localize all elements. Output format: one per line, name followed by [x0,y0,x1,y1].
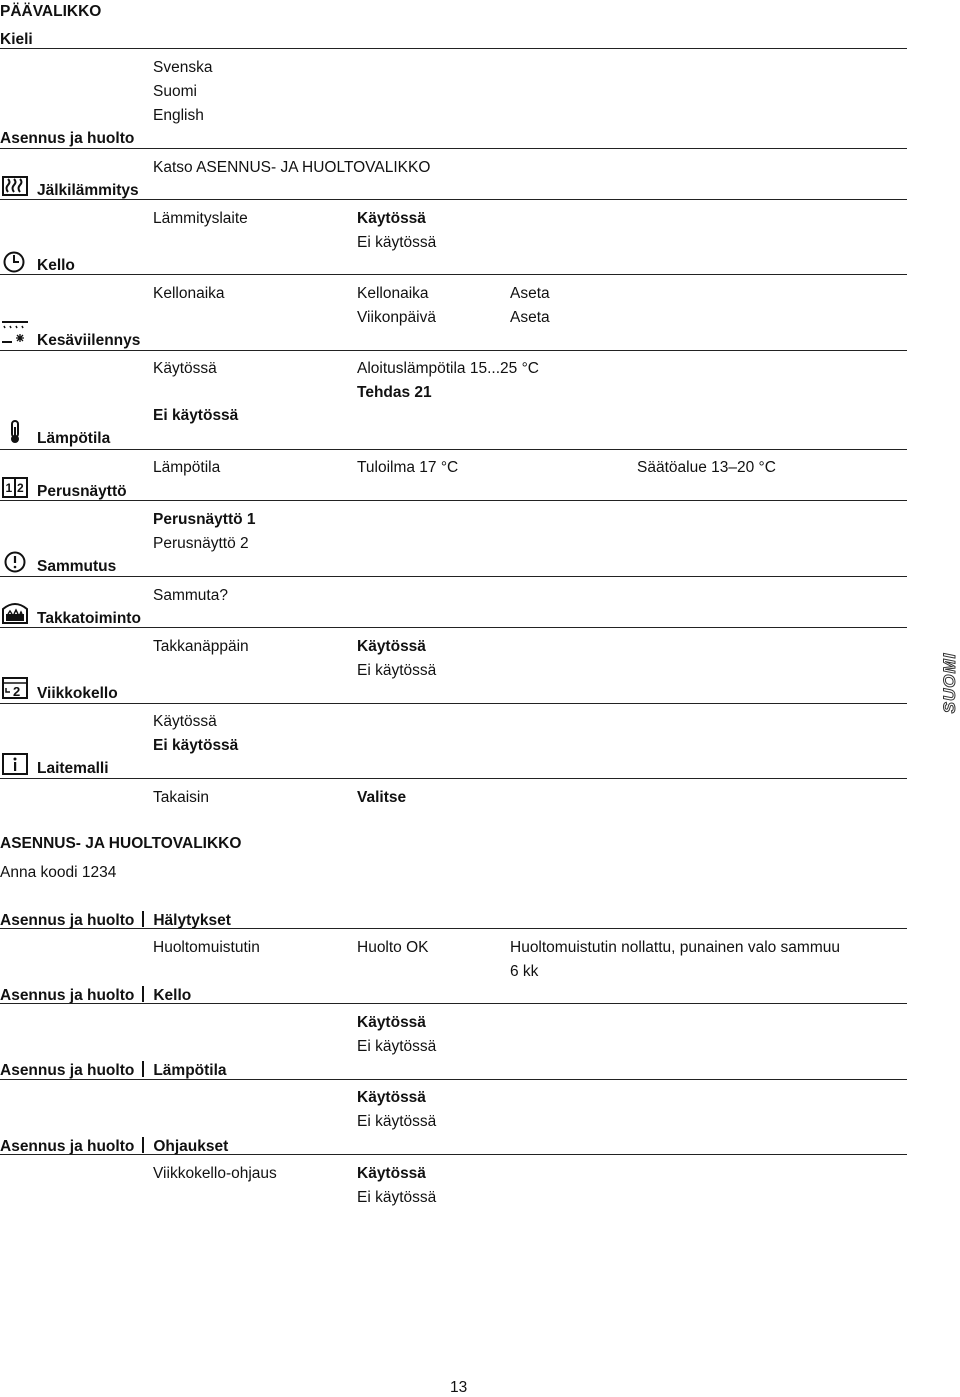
back-item: Takaisin [153,789,209,806]
menu-label-laitemalli: Laitemalli [37,760,109,777]
divider [0,1003,907,1004]
menu-label-takkatoiminto: Takkatoiminto [37,610,141,627]
svg-text:1: 1 [5,481,13,495]
option-kaytossa: Käytössä [153,360,217,377]
kello-item: Kellonaika [153,285,225,302]
select-item: Valitse [357,789,407,806]
fireplace-icon [2,601,28,625]
menu-label-asennus: Asennus ja huolto [0,130,135,147]
summer-cooling-icon [2,320,28,344]
option-svenska: Svenska [153,59,213,76]
factory-default: Tehdas 21 [357,384,432,401]
service-interval: 6 kk [510,963,539,980]
kello-weekday: Viikonpäivä [357,309,436,326]
menu-label-viikkokello: Viikkokello [37,685,118,702]
clock-icon [2,250,28,274]
supply-air-temperature: Tuloilma 17 °C [357,459,459,476]
divider [0,500,907,501]
menu-label-jalkilammitys: Jälkilämmitys [37,182,139,199]
service-code: Anna koodi 1234 [0,864,117,881]
weekly-clock-control-item: Viikkokello-ohjaus [153,1165,277,1182]
breadcrumb-separator [142,986,144,1002]
heater-icon [2,174,28,198]
jalkilammitys-item: Lämmityslaite [153,210,248,227]
kello-time: Kellonaika [357,285,429,302]
divider [0,1154,907,1155]
option-kaytossa: Käytössä [357,1014,426,1031]
option-kaytossa: Käytössä [357,638,426,655]
lampotila-item: Lämpötila [153,459,221,476]
service-reminder-item: Huoltomuistutin [153,939,260,956]
breadcrumb-kello: Asennus ja huolto Kello [0,987,192,1004]
divider [0,350,907,351]
shutdown-prompt: Sammuta? [153,587,228,604]
option-ei-kaytossa: Ei käytössä [357,1038,437,1055]
divider [0,576,907,577]
option-perusnaytto-1: Perusnäyttö 1 [153,511,256,528]
divider [0,449,907,450]
menu-label-perusnaytto: Perusnäyttö [37,483,127,500]
divider [0,703,907,704]
breadcrumb-separator [142,911,144,927]
option-ei-kaytossa: Ei käytössä [357,234,437,251]
divider [0,274,907,275]
divider [0,1079,907,1080]
page-number: 13 [450,1379,468,1396]
option-ei-kaytossa: Ei käytössä [357,662,437,679]
option-suomi: Suomi [153,83,197,100]
divider [0,48,907,49]
power-icon [2,550,28,574]
divider [0,627,907,628]
menu-label-sammutus: Sammutus [37,558,117,575]
asennus-reference: Katso ASENNUS- JA HUOLTOVALIKKO [153,159,431,176]
fireplace-button-item: Takkanäppäin [153,638,249,655]
service-ok: Huolto OK [357,939,429,956]
start-temperature: Aloituslämpötila 15...25 °C [357,360,539,377]
option-ei-kaytossa: Ei käytössä [357,1189,437,1206]
divider [0,148,907,149]
service-reminder-description: Huoltomuistutin nollattu, punainen valo sammuu [510,939,840,956]
menu-label-kieli: Kieli [0,31,33,48]
divider [0,199,907,200]
svg-text:2: 2 [17,481,24,495]
adjustment-range: Säätöalue 13–20 °C [637,459,776,476]
menu-label-lampotila: Lämpötila [37,430,111,447]
kello-set-time: Aseta [510,285,550,302]
weekly-clock-icon [2,676,28,700]
info-icon [2,752,28,776]
option-ei-kaytossa: Ei käytössä [153,407,239,424]
language-side-tab: SUOMI [940,652,959,714]
option-kaytossa: Käytössä [357,210,426,227]
thermometer-icon [2,420,28,444]
divider [0,928,907,929]
option-ei-kaytossa: Ei käytössä [357,1113,437,1130]
option-ei-kaytossa: Ei käytössä [153,737,239,754]
breadcrumb-lampotila: Asennus ja huolto Lämpötila [0,1062,227,1079]
breadcrumb-ohjaukset: Asennus ja huolto Ohjaukset [0,1138,229,1155]
kello-set-weekday: Aseta [510,309,550,326]
service-menu-title: ASENNUS- JA HUOLTOVALIKKO [0,835,242,852]
option-kaytossa: Käytössä [153,713,217,730]
option-perusnaytto-2: Perusnäyttö 2 [153,535,249,552]
breadcrumb-separator [142,1137,144,1153]
breadcrumb-halytykset: Asennus ja huolto Hälytykset [0,912,231,929]
menu-label-kesaviilennys: Kesäviilennys [37,332,141,349]
page-title: PÄÄVALIKKO [0,3,102,20]
option-kaytossa: Käytössä [357,1165,426,1182]
display-12-icon [2,476,28,500]
breadcrumb-separator [142,1061,144,1077]
menu-label-kello: Kello [37,257,75,274]
option-english: English [153,107,204,124]
option-kaytossa: Käytössä [357,1089,426,1106]
svg-text:2: 2 [13,684,21,699]
divider [0,778,907,779]
